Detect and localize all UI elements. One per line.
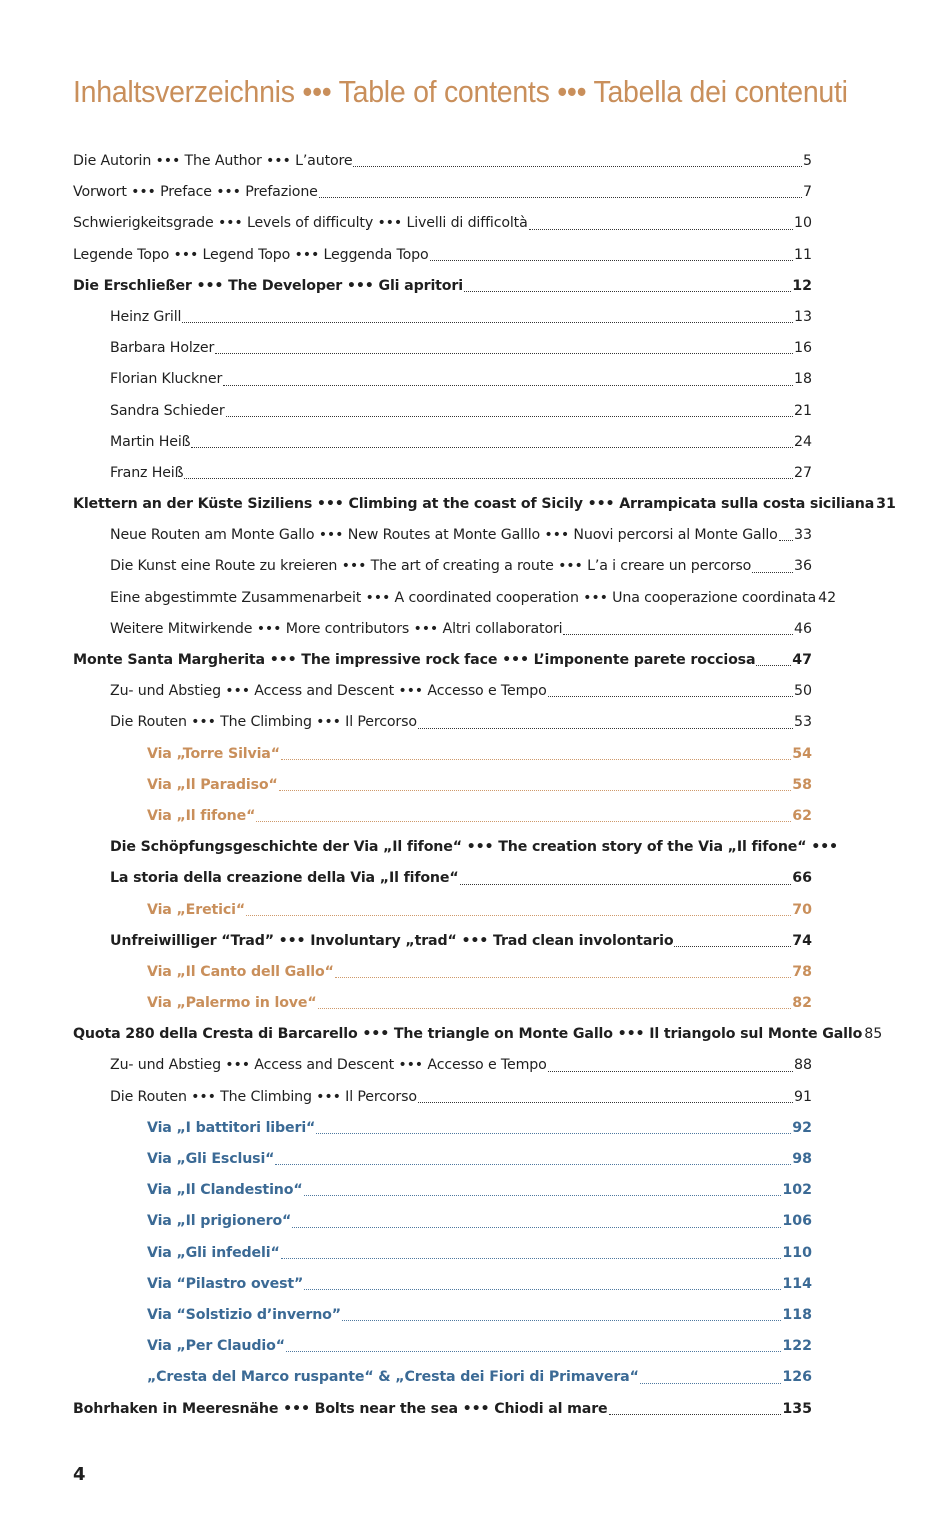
toc-entry[interactable]: [73, 302, 812, 333]
dot-leader: [548, 676, 793, 707]
toc-entry-title: Via „I battitori liberi“: [147, 1119, 316, 1136]
toc-entry[interactable]: [73, 1050, 812, 1081]
toc-entry-page: 16: [793, 340, 812, 357]
toc-entry-title: Unfreiwilliger “Trad” ••• Involuntary „trad“ ••• Trad clean involontario: [110, 932, 674, 949]
toc-entry-page: 21: [793, 402, 812, 419]
toc-entry-page: 46: [793, 620, 812, 637]
toc-entry-page: 70: [792, 901, 812, 918]
dot-leader: [342, 1300, 781, 1331]
dot-leader: [226, 396, 793, 427]
toc-entry-page: 92: [792, 1119, 812, 1136]
toc-entry-title: Heinz Grill: [110, 308, 182, 325]
dot-leader: [548, 1050, 793, 1081]
toc-entry[interactable]: [73, 271, 812, 302]
toc-entry-title: Legende Topo ••• Legend Topo ••• Leggenda Topo: [73, 246, 429, 263]
toc-entry-page: 53: [793, 714, 812, 731]
toc-entry-title: Die Erschließer ••• The Developer ••• Gli apritori: [73, 277, 463, 294]
toc-entry-title: Via „Il prigionero“: [147, 1213, 292, 1230]
toc-entry-title: Via “Solstizio d’inverno”: [147, 1306, 341, 1323]
toc-entry-page: 66: [792, 870, 812, 887]
dot-leader: [316, 1113, 791, 1144]
toc-entry[interactable]: [73, 396, 812, 427]
toc-entry[interactable]: [73, 614, 812, 645]
toc-entry[interactable]: [73, 1300, 812, 1331]
dot-leader: [304, 1175, 782, 1206]
toc-entry-page: 102: [782, 1182, 812, 1199]
toc-entry[interactable]: [73, 208, 812, 239]
toc-entry-page: 11: [793, 246, 812, 263]
toc-entry-title: Via „Palermo in love“: [147, 995, 317, 1012]
toc-entry-title: Via „Il Clandestino“: [147, 1182, 303, 1199]
toc-entry-page: 74: [792, 932, 812, 949]
toc-entry[interactable]: [73, 364, 812, 395]
toc-entry-title: Via „Gli infedeli“: [147, 1244, 280, 1261]
toc-entry[interactable]: [73, 1238, 812, 1269]
toc-entry[interactable]: [73, 177, 812, 208]
toc-entry-page: 58: [792, 776, 812, 793]
dot-leader: [191, 427, 793, 458]
dot-leader: [640, 1362, 782, 1393]
toc-entry-title: Via „Eretici“: [147, 901, 246, 918]
toc-entry-title: „Cresta del Marco ruspante“ & „Cresta dei Fiori di Primavera“: [147, 1369, 639, 1386]
toc-entry-page: 13: [793, 308, 812, 325]
toc-entry-title: Schwierigkeitsgrade ••• Levels of difficulty ••• Livelli di difficoltà: [73, 215, 528, 232]
toc-entry[interactable]: [73, 957, 812, 988]
toc-entry[interactable]: [73, 458, 812, 489]
toc-entry-page: 50: [793, 683, 812, 700]
toc-entry-title: Sandra Schieder: [110, 402, 225, 419]
toc-entry-title: Die Routen ••• The Climbing ••• Il Percorso: [110, 714, 417, 731]
toc-entry[interactable]: [73, 988, 812, 1019]
toc-entry-page: 114: [782, 1275, 812, 1292]
toc-entry-title: Eine abgestimmte Zusammenarbeit ••• A coordinated cooperation ••• Una cooperazione coordinata: [110, 589, 817, 606]
dot-leader: [418, 1082, 793, 1113]
toc-entry[interactable]: [73, 1331, 812, 1362]
toc-entry[interactable]: [73, 551, 812, 582]
toc-entry-title: Vorwort ••• Preface ••• Prefazione: [73, 184, 318, 201]
toc-entry[interactable]: [73, 1175, 812, 1206]
toc-entry[interactable]: [73, 240, 812, 271]
dot-leader: [779, 520, 793, 551]
toc-entry[interactable]: [73, 739, 812, 770]
toc-entry[interactable]: [73, 427, 812, 458]
toc-entry[interactable]: [73, 1394, 812, 1425]
toc-entry-page: 31: [876, 496, 896, 513]
toc-entry[interactable]: [73, 1113, 812, 1144]
toc-entry-page: 82: [792, 995, 812, 1012]
toc-entry-page: 78: [792, 963, 812, 980]
page-title: Inhaltsverzeichnis ••• Table of contents ••• Tabella dei contenuti: [73, 74, 848, 109]
toc-entry[interactable]: [73, 645, 812, 676]
toc-entry-title: Weitere Mitwirkende ••• More contributors ••• Altri collaboratori: [110, 620, 563, 637]
toc-entry[interactable]: [73, 863, 812, 894]
dot-leader: [353, 146, 802, 177]
toc-entry-page: 42: [818, 589, 837, 606]
table-of-contents: [73, 146, 896, 1425]
dot-leader: [286, 1331, 781, 1362]
dot-leader: [184, 458, 793, 489]
toc-entry-page: 118: [782, 1306, 812, 1323]
dot-leader: [304, 1269, 781, 1300]
toc-entry-page: 126: [782, 1369, 812, 1386]
toc-entry[interactable]: [73, 583, 837, 614]
toc-entry[interactable]: [73, 1362, 812, 1393]
toc-entry-page: 18: [793, 371, 812, 388]
toc-entry[interactable]: [73, 1269, 812, 1300]
toc-entry[interactable]: [73, 707, 812, 738]
toc-entry[interactable]: [73, 520, 812, 551]
toc-entry-title: Via „Gli Esclusi“: [147, 1151, 275, 1167]
dot-leader: [182, 302, 793, 333]
toc-entry-page: 47: [792, 652, 812, 668]
toc-entry-title: Klettern an der Küste Siziliens ••• Climbing at the coast of Sicily ••• Arrampicata sulla costa siciliana: [73, 496, 875, 513]
dot-leader: [335, 957, 791, 988]
toc-entry-title: Via „Il Paradiso“: [147, 776, 278, 793]
dot-leader: [609, 1394, 782, 1425]
page-number: 4: [73, 1464, 86, 1485]
toc-entry-page: 135: [782, 1400, 812, 1417]
toc-entry-page: 36: [793, 558, 812, 575]
toc-entry-page: 33: [793, 527, 812, 544]
toc-entry-title: Zu- und Abstieg ••• Access and Descent ••• Accesso e Tempo: [110, 1057, 547, 1074]
dot-leader: [674, 926, 791, 957]
toc-entry-title: Via “Pilastro ovest”: [147, 1275, 304, 1292]
dot-leader: [529, 208, 793, 239]
dot-leader: [275, 1144, 791, 1175]
toc-entry-title: Monte Santa Margherita ••• The impressive rock face ••• L’imponente parete rocciosa: [73, 652, 756, 668]
dot-leader: [246, 895, 791, 926]
toc-entry-title: La storia della creazione della Via „Il fifone“: [110, 870, 459, 887]
toc-entry-page: 122: [782, 1338, 812, 1355]
toc-entry[interactable]: [73, 1206, 812, 1237]
toc-entry-title: Die Kunst eine Route zu kreieren ••• The art of creating a route ••• L’a i creare un percorso: [110, 558, 752, 575]
dot-leader: [430, 240, 793, 271]
dot-leader: [319, 177, 802, 208]
dot-leader: [281, 739, 791, 770]
dot-leader: [464, 271, 791, 302]
dot-leader: [279, 770, 792, 801]
toc-entry-title: Martin Heiß: [110, 433, 191, 450]
toc-entry-page: 24: [793, 433, 812, 450]
dot-leader: [215, 333, 793, 364]
toc-entry[interactable]: [73, 489, 896, 520]
toc-entry-title: Via „Il Canto dell Gallo“: [147, 963, 334, 980]
toc-entry-page: 88: [793, 1057, 812, 1074]
dot-leader: [256, 801, 791, 832]
dot-leader: [281, 1238, 782, 1269]
toc-entry-title: Barbara Holzer: [110, 340, 215, 357]
toc-entry-title: Neue Routen am Monte Gallo ••• New Routes at Monte Galllo ••• Nuovi percorsi al Monte Gallo: [110, 527, 778, 544]
dot-leader: [563, 614, 792, 645]
toc-entry-page: 12: [792, 277, 812, 294]
toc-entry-page: 27: [793, 464, 812, 481]
toc-entry-page: 106: [782, 1213, 812, 1230]
toc-entry-title: Die Autorin ••• The Author ••• L’autore: [73, 153, 353, 169]
toc-entry[interactable]: [73, 832, 838, 863]
toc-entry-title: Via „Il fifone“: [147, 807, 256, 824]
toc-entry-page: 62: [792, 807, 812, 824]
toc-entry-page: 91: [793, 1088, 812, 1105]
dot-leader: [318, 988, 792, 1019]
toc-entry[interactable]: [73, 146, 812, 177]
toc-entry[interactable]: [73, 333, 812, 364]
toc-entry-title: Die Routen ••• The Climbing ••• Il Percorso: [110, 1088, 417, 1105]
toc-entry-title: Zu- und Abstieg ••• Access and Descent ••• Accesso e Tempo: [110, 683, 547, 700]
toc-entry-page: 85: [864, 1026, 883, 1043]
toc-entry-page: 98: [792, 1151, 812, 1167]
toc-entry-title: Bohrhaken in Meeresnähe ••• Bolts near the sea ••• Chiodi al mare: [73, 1400, 608, 1417]
toc-entry-page: 54: [792, 745, 812, 762]
toc-entry-title: Via „Torre Silvia“: [147, 745, 280, 762]
toc-entry-title: Florian Kluckner: [110, 371, 223, 388]
toc-entry-title: Quota 280 della Cresta di Barcarello ••• The triangle on Monte Gallo ••• Il triangolo sul Monte Gallo: [73, 1026, 863, 1043]
toc-entry[interactable]: [73, 895, 812, 926]
toc-entry[interactable]: [73, 1144, 812, 1175]
toc-entry-title: Franz Heiß: [110, 464, 184, 481]
toc-entry-page: 7: [802, 184, 812, 201]
toc-entry-title: Via „Per Claudio“: [147, 1338, 285, 1355]
toc-entry[interactable]: [73, 926, 812, 957]
dot-leader: [418, 707, 793, 738]
dot-leader: [756, 645, 791, 676]
toc-entry[interactable]: [73, 770, 812, 801]
dot-leader: [223, 364, 793, 395]
toc-entry-page: 110: [782, 1244, 812, 1261]
toc-entry[interactable]: [73, 1019, 883, 1050]
dot-leader: [460, 863, 792, 894]
toc-entry[interactable]: [73, 1082, 812, 1113]
toc-entry-title: Die Schöpfungsgeschichte der Via „Il fifone“ ••• The creation story of the Via „Il fifone“ •••: [110, 839, 838, 856]
toc-entry-page: 10: [793, 215, 812, 232]
toc-entry[interactable]: [73, 676, 812, 707]
toc-entry[interactable]: [73, 801, 812, 832]
dot-leader: [752, 551, 793, 582]
dot-leader: [292, 1206, 781, 1237]
toc-entry-page: 5: [802, 153, 812, 169]
